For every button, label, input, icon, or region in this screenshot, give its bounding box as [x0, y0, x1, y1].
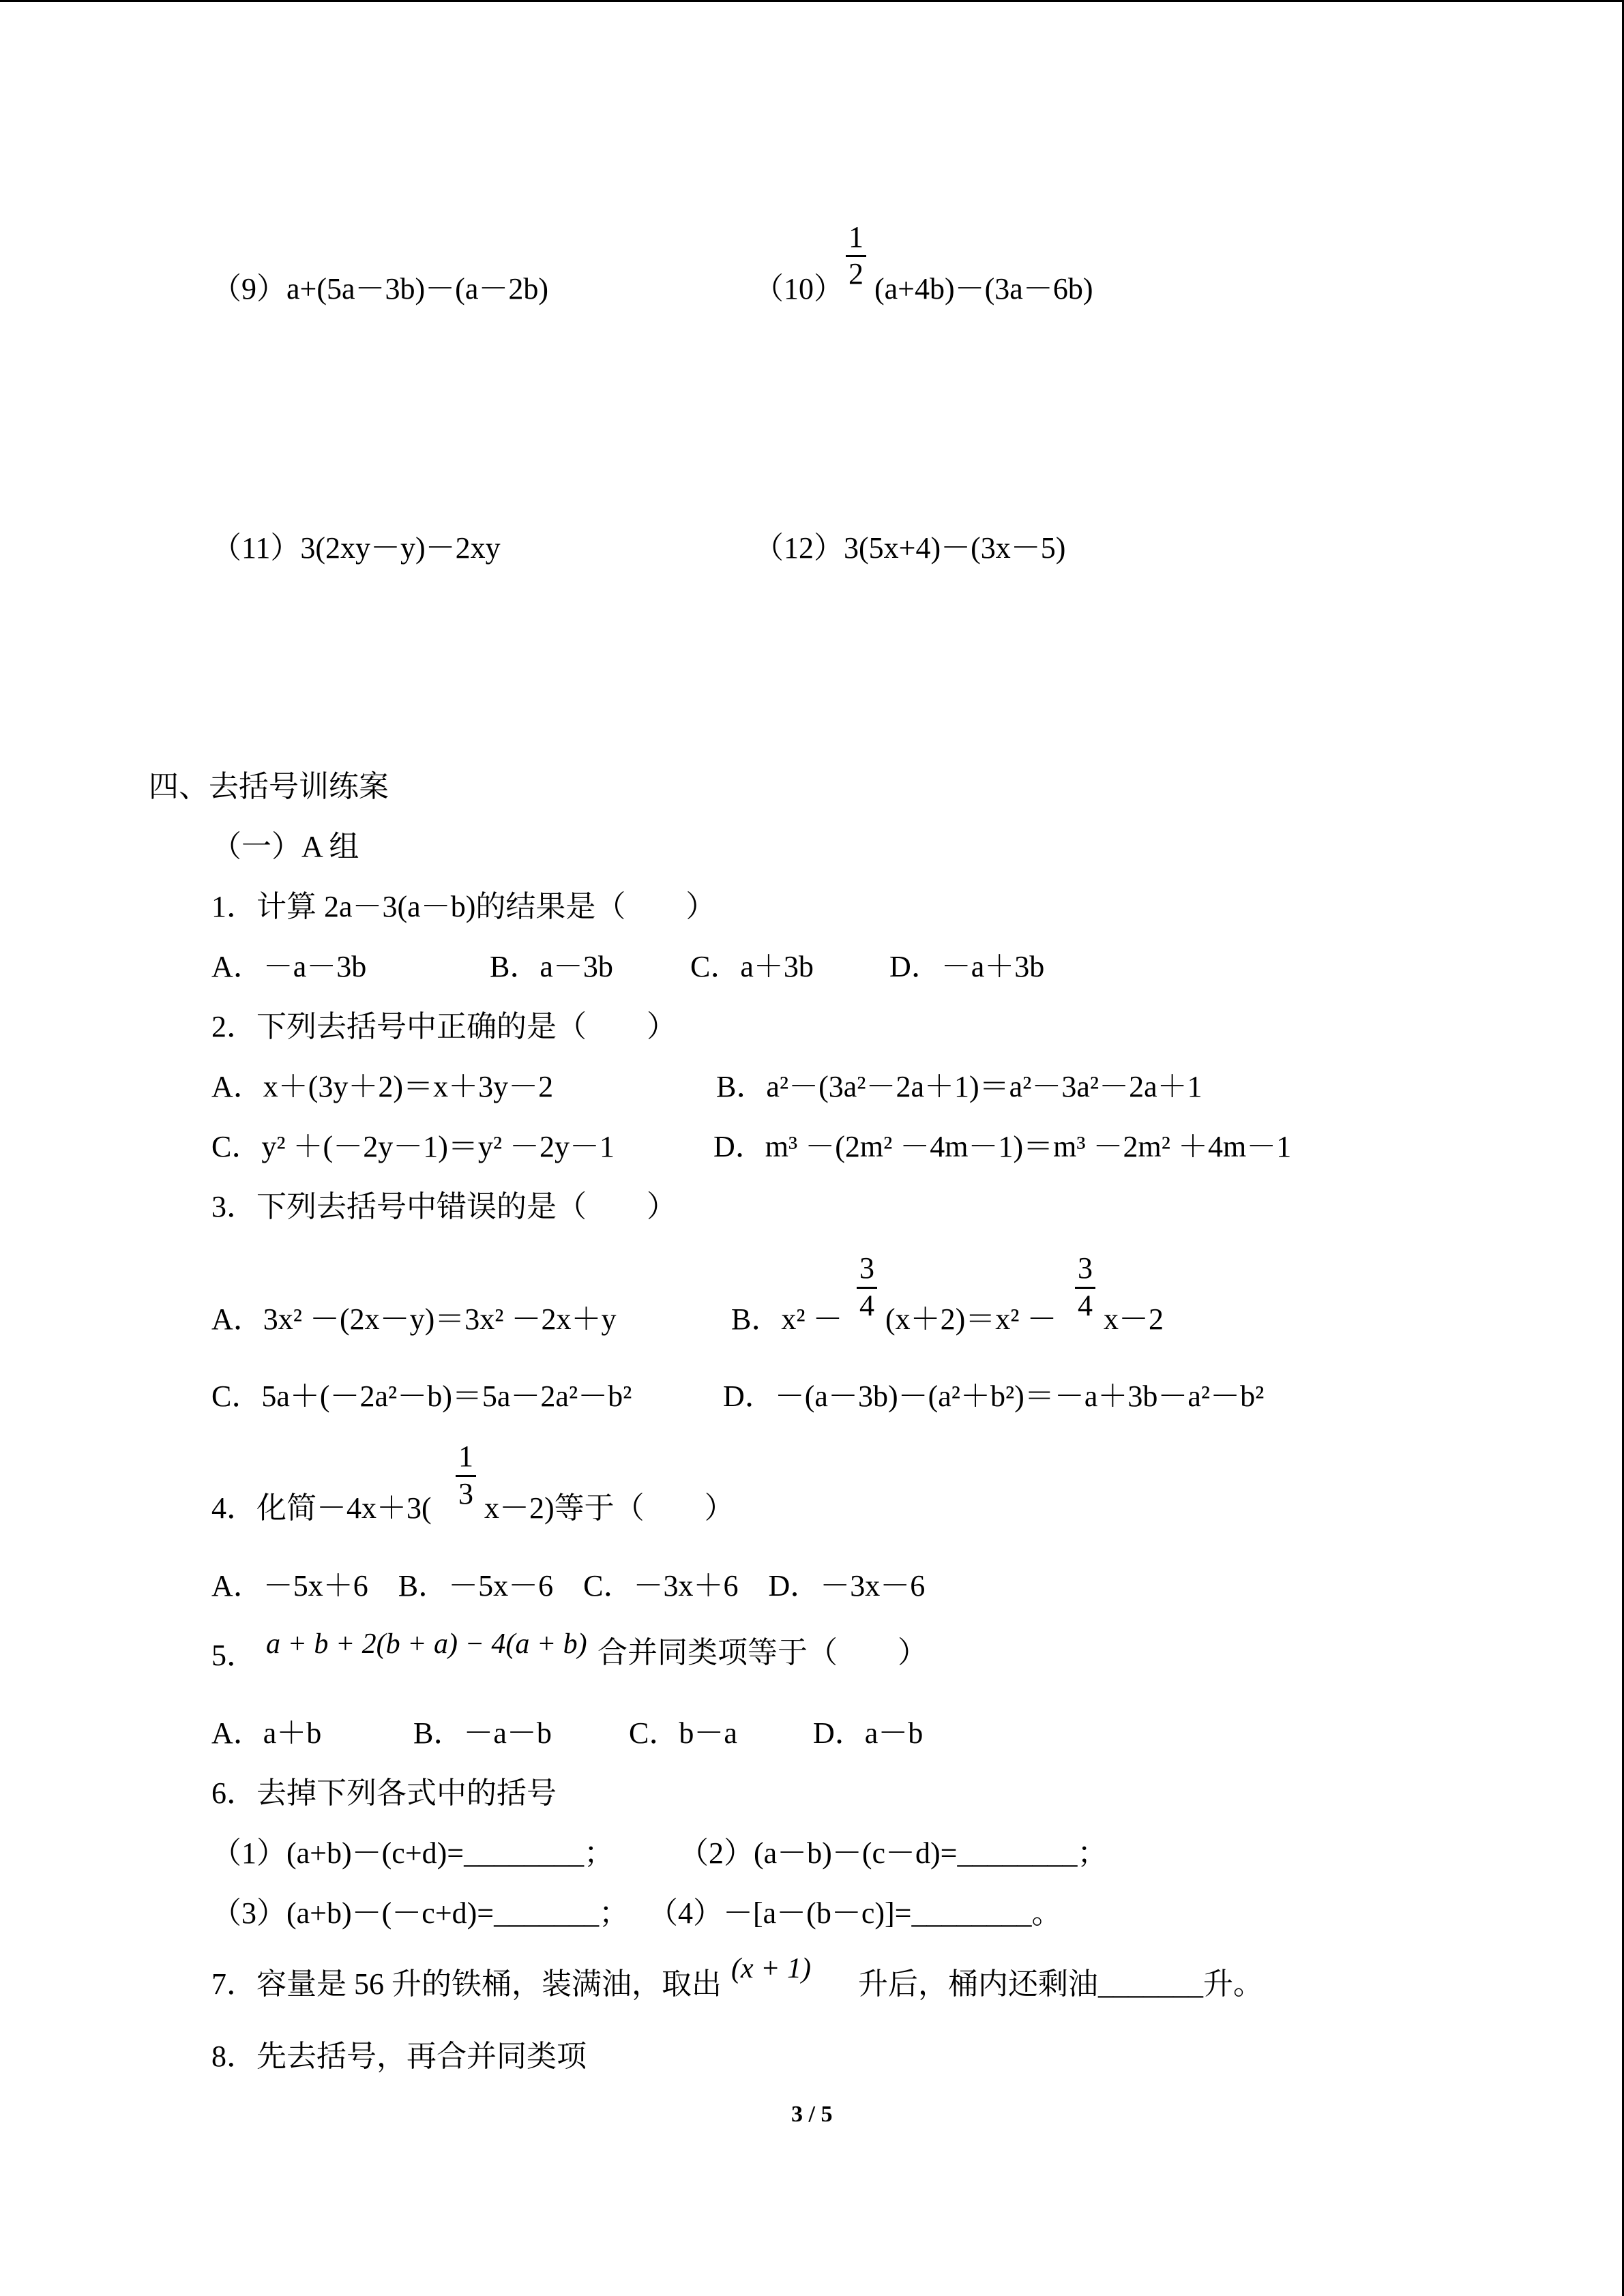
question-5-option-a: A．a＋b — [211, 1716, 322, 1750]
question-4-options: A．－5x＋6 B．－5x－6 C．－3x＋6 D．－3x－6 — [211, 1569, 926, 1602]
question-1-option-d: D．－a＋3b — [889, 950, 1045, 983]
question-5-option-d: D．a－b — [813, 1716, 924, 1750]
question-5-number: 5． — [211, 1639, 256, 1672]
exercise-11: （11）3(2xy－y)－2xy — [211, 531, 501, 565]
question-8-stem: 8．先去括号，再合并同类项 — [211, 2040, 587, 2073]
question-3-option-b-fraction-2-numerator: 3 — [1078, 1251, 1093, 1285]
question-5-stem-suffix: 合并同类项等于（ ） — [597, 1636, 928, 1669]
exercise-10-rest: (a+4b)－(3a－6b) — [874, 272, 1093, 305]
question-7-expression: (x + 1) — [731, 1953, 811, 1984]
question-4-stem-suffix: x－2)等于（ ） — [484, 1491, 735, 1525]
question-3-option-b-middle: (x＋2)＝x² － — [885, 1302, 1057, 1336]
question-6-item-3: （3）(a+b)－(－c+d)=_______； — [211, 1896, 630, 1930]
question-4-fraction-numerator: 1 — [458, 1440, 473, 1473]
question-7-prefix: 7．容量是 56 升的铁桶，装满油，取出 — [211, 1967, 722, 2001]
question-6-item-1: （1）(a+b)－(c+d)=________； — [211, 1836, 615, 1870]
question-3-stem: 3．下列去括号中错误的是（ ） — [211, 1190, 677, 1223]
page-number: 3 / 5 — [791, 2102, 833, 2127]
question-2-option-b: B．a²－(3a²－2a＋1)＝a²－3a²－2a＋1 — [716, 1070, 1202, 1103]
question-4-fraction-denominator: 3 — [458, 1477, 473, 1510]
question-1-option-b: B．a－3b — [490, 950, 613, 983]
question-3-option-b-fraction-1-denominator: 4 — [859, 1289, 874, 1322]
exercise-10-prefix: （10） — [754, 272, 844, 305]
question-3-option-a: A．3x² －(2x－y)＝3x² －2x＋y — [211, 1302, 617, 1336]
question-1-option-c: C．a＋3b — [690, 950, 814, 983]
question-2-option-c: C．y² ＋(－2y－1)＝y² －2y－1 — [211, 1130, 615, 1163]
question-3-option-d: D．－(a－3b)－(a²＋b²)＝－a＋3b－a²－b² — [723, 1380, 1265, 1413]
question-3-option-b-fraction-2-denominator: 4 — [1078, 1289, 1093, 1322]
exercise-12: （12）3(5x+4)－(3x－5) — [754, 531, 1066, 565]
question-1-stem: 1．计算 2a－3(a－b)的结果是（ ） — [211, 890, 716, 923]
question-3-option-b-prefix: B．x² － — [731, 1302, 843, 1336]
exercise-10-fraction-denominator: 2 — [848, 257, 863, 290]
question-3-option-b-end: x－2 — [1104, 1302, 1164, 1336]
question-5-option-c: C．b－a — [629, 1716, 737, 1750]
page-top-border — [0, 0, 1624, 2]
question-6-item-2: （2）(a－b)－(c－d)=________； — [679, 1836, 1108, 1870]
exercise-10-fraction-numerator: 1 — [848, 220, 863, 254]
question-7-suffix: 升后，桶内还剩油_______升。 — [858, 1967, 1263, 2001]
question-3-option-b-fraction-1-numerator: 3 — [859, 1251, 874, 1285]
question-1-option-a: A．－a－3b — [211, 950, 367, 983]
section-title: 四、去括号训练案 — [149, 770, 389, 803]
question-6-stem: 6．去掉下列各式中的括号 — [211, 1776, 557, 1810]
exercise-9: （9）a+(5a－3b)－(a－2b) — [211, 272, 549, 305]
question-5-option-b: B．－a－b — [413, 1716, 552, 1750]
question-2-option-a: A．x＋(3y＋2)＝x＋3y－2 — [211, 1070, 554, 1103]
group-title: （一）A 组 — [211, 830, 359, 863]
question-3-option-c: C．5a＋(－2a²－b)＝5a－2a²－b² — [211, 1380, 632, 1413]
question-2-stem: 2．下列去括号中正确的是（ ） — [211, 1010, 677, 1043]
question-4-stem-prefix: 4．化简－4x＋3( — [211, 1491, 432, 1525]
question-2-option-d: D．m³ －(2m² －4m－1)＝m³ －2m² ＋4m－1 — [713, 1130, 1292, 1163]
question-6-item-4: （4）－[a－(b－c)]=________。 — [648, 1896, 1062, 1930]
question-5-expression: a + b + 2(b + a) − 4(a + b) — [266, 1628, 587, 1660]
